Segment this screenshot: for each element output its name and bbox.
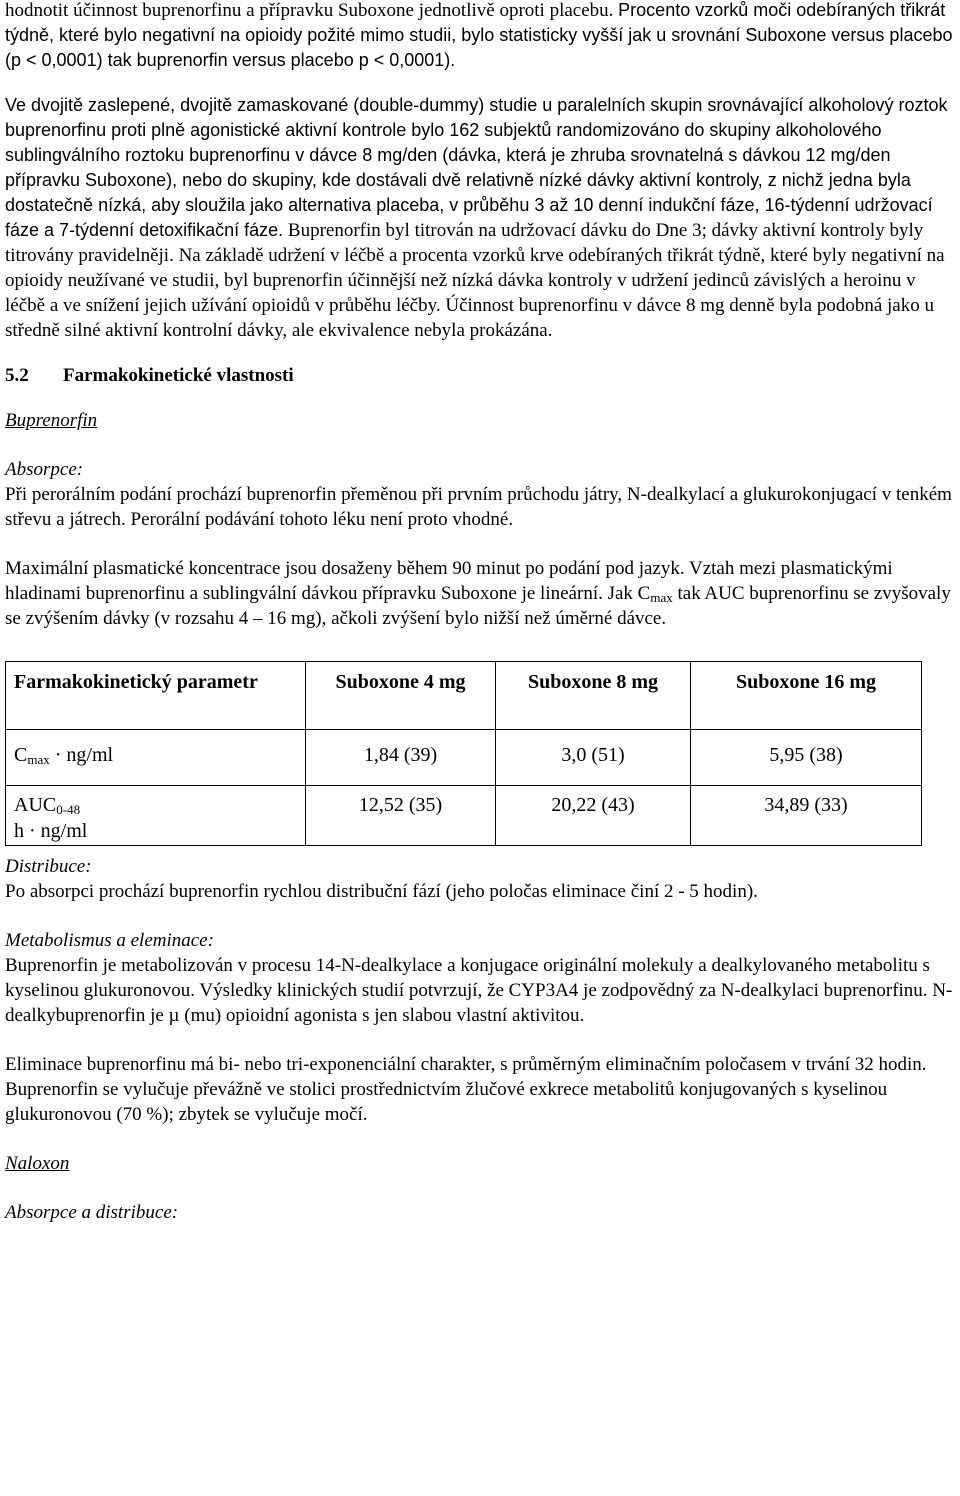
param-sub: 0-48 [56, 802, 81, 817]
param-sub: max [27, 752, 50, 767]
section-heading [5, 363, 953, 388]
pk-table [5, 661, 922, 846]
pk-header-16mg: Suboxone 16 mg [691, 662, 922, 730]
double-dummy-serif-text: Buprenorfin byl titrován na udržovací dávku do Dne 3; dávky aktivní kontroly byly titrovány pravidelněji. Na základě udržení v léčbě a procenta vzorků krve odebíraných třikrát týdně, které byly negativní na opioidy neužívané ve studii, byl buprenorfin účinnější než nízká dávka kontroly v udržení jedinců závislých a heroinu v léčbě a ve snížení jejich užívání opioidů v průběhu léčby. Účinnost buprenorfinu v dávce 8 mg denně byla podobná jako u středně silné aktivní kontrolní dávky, ale ekvivalence nebyla prokázána. [5, 220, 945, 341]
eliminace-text-1: Eliminace buprenorfinu má bi- nebo tri-exponenciální charakter, s průměrným eliminačním poločasem v trvání 32 hodin. [5, 1054, 927, 1075]
pk-value: 20,22 (43) [496, 786, 691, 846]
distribuce-text: Po absorpci prochází buprenorfin rychlou distribuční fází (jeho poločas eliminace činí 2 - 5 hodin). [5, 881, 758, 902]
double-dummy-sans-text: Ve dvojitě zaslepené, dvojitě zamaskované (double-dummy) studie u paralelních skupin srovnávající alkoholový roztok buprenorfinu proti plně agonistické aktivní kontrole bylo 162 subjektů randomizováno do skupiny alkoholového sublingválního roztoku buprenorfinu v dávce 8 mg/den (dávka, která je zhruba srovnatelná s dávkou 12 mg/den přípravku Suboxone), nebo do skupiny, kde dostávali dvě relativně nízké dávky aktivní kontroly, z nichž jedna byla dostatečně nízká, aby sloužila jako alternativa placeba, v průběhu 3 až 10 denní indukční fáze, 16-týdenní udržovací fáze a 7-týdenní detoxifikační fáze. [5, 95, 948, 240]
buprenorfin-heading: Buprenorfin [5, 410, 98, 431]
pk-value: 1,84 (39) [306, 730, 496, 786]
pk-header-4mg: Suboxone 4 mg [306, 662, 496, 730]
intro-serif-text: hodnotit účinnost buprenorfinu a přípravku Suboxone jednotlivě oproti placebu. [5, 0, 619, 21]
eliminace-text-2: Buprenorfin se vylučuje převážně ve stolici prostřednictvím žlučové exkrece metabolitů konjugovaných s kyselinou glukuronovou (70 %); zbytek se vylučuje močí. [5, 1079, 888, 1125]
distribuce-label: Distribuce: [5, 856, 92, 877]
cmax-subscript: max [650, 590, 673, 605]
param-main: C [14, 744, 28, 766]
naloxon-heading: Naloxon [5, 1153, 70, 1174]
pk-header-8mg: Suboxone 8 mg [496, 662, 691, 730]
pk-param-cmax [6, 730, 306, 786]
table-row [6, 786, 922, 846]
pk-value: 3,0 (51) [496, 730, 691, 786]
section-title: Farmakokinetické vlastnosti [63, 365, 294, 386]
pk-value: 34,89 (33) [691, 786, 922, 846]
pk-value: 5,95 (38) [691, 730, 922, 786]
pk-table-header-row [6, 662, 922, 730]
intro-paragraph [5, 0, 953, 73]
section-number: 5.2 [5, 365, 29, 386]
intro-sans-text: Procento vzorků moči odebíraných třikrát týdně, které bylo negativní na opioidy požité mimo studii, bylo statisticky vyšší jak u srovnání Suboxone versus placebo (p < 0,0001) tak buprenorfin versus placebo p < 0,0001). [5, 0, 953, 70]
param-unit: · ng/ml [49, 744, 114, 766]
absorpce-label: Absorpce: [5, 459, 84, 480]
param-unit: h · ng/ml [14, 820, 88, 842]
metabolismus-text: Buprenorfin je metabolizován v procesu 14-N-dealkylace a konjugace originální molekuly a dealkylovaného metabolitu s kyselinou glukuronovou. Výsledky klinických studií potvrzují, že CYP3A4 je zodpovědný za N-dealkylaci buprenorfinu. N-dealkybuprenorfin je µ (mu) opioidní agonista s jen slabou vlastní aktivitou. [5, 955, 953, 1026]
absorpce-distribuce-label: Absorpce a distribuce: [5, 1202, 179, 1223]
cmax-text-before: Maximální plasmatické koncentrace jsou dosaženy během 90 minut po podání pod jazyk. Vztah mezi plasmatickými hladinami buprenorfinu a sublingvální dávkou přípravku Suboxone je lineární. Jak C [5, 558, 893, 604]
pk-value: 12,52 (35) [306, 786, 496, 846]
cmax-text-after: tak AUC buprenorfinu se zvyšovaly se zvýšením dávky (v rozsahu 4 – 16 mg), ačkoli zvýšení bylo nižší než úměrné dávce. [5, 583, 951, 629]
document-page [5, 0, 953, 1225]
cmax-paragraph [5, 556, 953, 631]
pk-param-auc [6, 786, 306, 846]
double-dummy-paragraph [5, 93, 953, 343]
metabolismus-label: Metabolismus a eleminace: [5, 930, 214, 951]
pk-header-parameter: Farmakokinetický parametr [6, 662, 306, 730]
absorpce-text: Při perorálním podání prochází buprenorfin přeměnou při prvním průchodu játry, N-dealkylací a glukurokonjugací v tenkém střevu a játrech. Perorální podávání tohoto léku není proto vhodné. [5, 484, 952, 530]
param-main: AUC [14, 794, 57, 816]
table-row [6, 730, 922, 786]
